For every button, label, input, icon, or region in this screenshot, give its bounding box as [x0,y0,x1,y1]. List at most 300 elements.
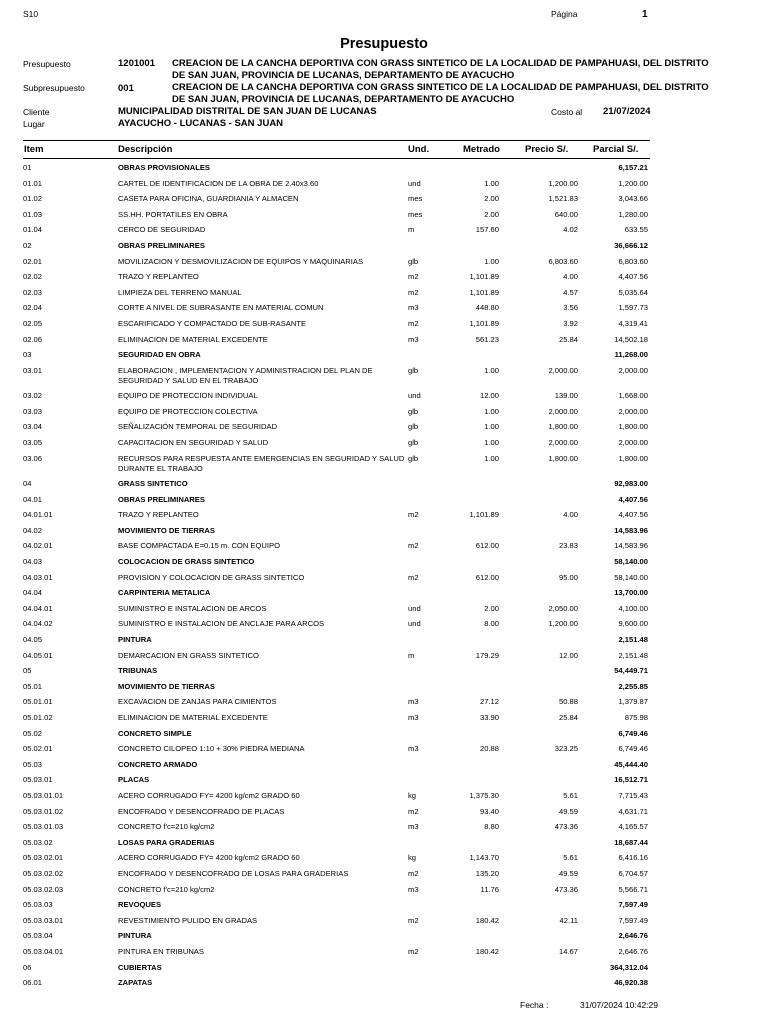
cell-met: 1,101.89 [469,272,499,282]
cell-und: m2 [408,806,419,816]
subpresupuesto-name-line2: DE SAN JUAN, PROVINCIA DE LUCANAS, DEPARTAMENTO DE AYACUCHO [172,94,515,105]
cell-met: 1.00 [484,406,499,416]
cell-item: 03 [23,350,32,360]
cell-desc: DEMARCACION EN GRASS SINTETICO [118,650,259,660]
cell-par: 2,151.48 [618,650,648,660]
cell-met: 157.60 [475,225,499,235]
cell-desc: TRAZO Y REPLANTEO [118,510,199,520]
cell-item: 05.03.02.03 [23,884,64,894]
cell-par: 6,749.46 [618,728,648,738]
cell-par: 633.55 [624,225,648,235]
cell-pre: 1,800.00 [548,422,578,432]
cell-item: 03.06 [23,453,43,463]
cell-desc: MOVIMIENTO DE TIERRAS [118,681,215,691]
cell-desc: ELABORACION , IMPLEMENTACION Y ADMINISTRACION DEL PLAN DE SEGURIDAD Y SALUD EN EL TRABAJO [118,365,373,385]
cell-item: 06 [23,962,32,972]
page-label: Página [551,9,578,19]
cell-desc: PINTURA [118,635,152,645]
group-row [0,350,768,366]
cell-desc: REVESTIMIENTO PULIDO EN GRADAS [118,915,258,925]
cell-und: kg [408,853,417,863]
table-row [0,807,768,823]
cell-met: 612.00 [475,572,499,582]
cell-pre: 49.59 [558,868,578,878]
cell-item: 05.03.03 [23,900,53,910]
cell-item: 04.01 [23,494,43,504]
group-row [0,963,768,979]
cell-par: 2,646.76 [618,946,648,956]
cell-desc: OBRAS PRELIMINARES [118,240,205,250]
table-row [0,438,768,454]
table-row [0,541,768,557]
cell-par: 4,165.57 [618,822,648,832]
cell-desc: CUBIERTAS [118,962,162,972]
cell-desc: CARPINTERIA METALICA [118,588,211,598]
report-code: S10 [23,9,39,19]
cell-desc: REVOQUES [118,900,162,910]
cell-desc: ESCARIFICADO Y COMPACTADO DE SUB-RASANTE [118,318,307,328]
cell-item: 05.03.01.01 [23,790,64,800]
cell-met: 135.20 [475,868,499,878]
cell-desc: EQUIPO DE PROTECCION INDIVIDUAL [118,391,258,401]
cell-pre: 640.00 [554,209,578,219]
cell-met: 1,101.89 [469,510,499,520]
cell-pre: 2,000.00 [548,438,578,447]
cell-par: 7,597.49 [618,900,648,910]
cell-pre: 3.56 [563,303,578,313]
cell-desc: CASETA PARA OFICINA, GUARDIANIA Y ALMACEN [118,194,299,204]
cell-und: glb [408,365,419,375]
cell-desc: ZAPATAS [118,978,153,988]
table-row [0,744,768,760]
cell-pre: 25.84 [558,334,578,344]
cell-met: 1.00 [484,438,499,447]
presupuesto-label: Presupuesto [23,59,71,69]
table-row [0,407,768,423]
cell-desc: TRIBUNAS [118,666,158,676]
table-row [0,335,768,351]
cell-met: 33.90 [479,713,499,722]
cell-item: 03.04 [23,422,43,432]
cell-item: 01.03 [23,209,43,219]
cell-und: glb [408,422,419,432]
cell-par: 4,319.41 [618,318,648,328]
cell-und: m2 [408,510,419,520]
group-row [0,760,768,776]
group-row [0,479,768,495]
cell-item: 05.03.02.02 [23,868,64,878]
cell-par: 36,666.12 [614,240,648,250]
col-und: Und. [408,144,430,155]
col-descripcion: Descripción [118,144,173,155]
cell-par: 6,803.60 [618,256,648,266]
cell-item: 02.01 [23,256,43,266]
cell-met: 1.00 [484,365,499,375]
cell-par: 1,200.00 [618,178,648,188]
cell-met: 1,101.89 [469,287,499,297]
cell-pre: 12.00 [558,650,578,660]
group-row [0,588,768,604]
cell-pre: 14.67 [558,946,578,956]
cell-pre: 473.36 [554,822,578,832]
cell-item: 04 [23,479,32,489]
cell-par: 875.98 [624,713,648,722]
cell-par: 14,583.96 [614,525,648,535]
cell-item: 04.03.01 [23,572,53,582]
cell-und: glb [408,406,419,416]
cell-par: 5,035.64 [618,287,648,297]
cell-item: 03.01 [23,365,43,375]
cell-item: 05 [23,666,32,676]
cell-desc: COLOCACION DE GRASS SINTETICO [118,557,255,567]
cell-item: 04.04.01 [23,603,53,613]
cell-met: 448.80 [475,303,499,313]
costo-label: Costo al [551,107,583,117]
cell-pre: 2,000.00 [548,365,578,375]
cell-und: m3 [408,713,419,722]
cell-met: 1.00 [484,422,499,432]
cell-item: 04.05 [23,635,43,645]
table-row [0,272,768,288]
cell-desc: LOSAS PARA GRADERIAS [118,837,215,847]
cell-und: und [408,178,421,188]
group-row [0,978,768,994]
cell-desc: TRAZO Y REPLANTEO [118,272,199,282]
cell-desc: ELIMINACION DE MATERIAL EXCEDENTE [118,713,268,722]
table-row [0,619,768,635]
cell-desc: ACERO CORRUGADO FY= 4200 kg/cm2 GRADO 60 [118,790,300,800]
cell-und: m2 [408,572,419,582]
table-row [0,210,768,226]
cell-par: 92,983.00 [614,479,648,489]
cell-met: 27.12 [479,697,499,707]
table-row [0,225,768,241]
cell-par: 54,449.71 [614,666,648,676]
table-row [0,697,768,713]
page-title: Presupuesto [340,36,428,52]
cell-met: 12.00 [479,391,499,401]
cell-und: mes [408,209,423,219]
cell-par: 5,566.71 [618,884,648,894]
cell-item: 04.02 [23,525,43,535]
cell-desc: CORTE A NIVEL DE SUBRASANTE EN MATERIAL COMUN [118,303,324,313]
cell-und: und [408,391,421,401]
cell-met: 179.29 [475,650,499,660]
cell-desc: CARTEL DE IDENTIFICACION DE LA OBRA DE 2.40x3.60 [118,178,319,188]
table-row [0,422,768,438]
cell-und: m2 [408,287,419,297]
cell-pre: 42.11 [559,915,578,925]
cell-item: 04.03 [23,557,43,567]
cell-item: 01.02 [23,194,43,204]
cell-par: 14,502.18 [614,334,648,344]
cell-pre: 5.61 [563,853,578,863]
cell-item: 05.03.02.01 [23,853,64,863]
cell-und: m [408,225,415,235]
cell-par: 2,255.85 [618,681,648,691]
table-row [0,179,768,195]
cell-par: 6,749.46 [618,744,648,754]
cell-desc: OBRAS PRELIMINARES [118,494,205,504]
cell-desc: PINTURA [118,931,152,941]
cell-item: 04.01.01 [23,510,53,520]
cell-met: 1.00 [484,256,499,266]
fecha-value: 31/07/2024 10:42:29 [580,1000,658,1010]
fecha-label: Fecha : [520,1000,549,1010]
cell-item: 04.04 [23,588,43,598]
cell-pre: 323.25 [554,744,578,754]
group-row [0,241,768,257]
cell-item: 05.03.04 [23,931,53,941]
cell-und: und [408,619,421,629]
cell-pre: 139.00 [554,391,578,401]
cell-par: 9,600.00 [618,619,648,629]
table-row [0,853,768,869]
cell-par: 2,151.48 [618,635,648,645]
table-row [0,713,768,729]
cell-desc: PINTURA EN TRIBUNAS [118,946,204,956]
cell-item: 01.04 [23,225,43,235]
cell-par: 46,920.38 [614,978,648,988]
cell-pre: 4.02 [563,225,578,235]
cell-met: 180.42 [475,915,499,925]
cell-und: m2 [408,868,419,878]
cell-par: 58,140.00 [614,557,648,567]
cell-desc: GRASS SINTETICO [118,479,188,489]
cell-und: glb [408,256,419,266]
cell-par: 1,800.00 [618,453,648,463]
cell-par: 1,800.00 [618,422,648,432]
cell-desc: MOVILIZACION Y DESMOVILIZACION DE EQUIPOS Y MAQUINARIAS [118,256,364,266]
cell-item: 02.05 [23,318,43,328]
cell-met: 2.00 [484,209,499,219]
cell-desc: BASE COMPACTADA E=0.15 m. CON EQUIPO [118,541,280,551]
cell-par: 4,407.56 [618,510,648,520]
cell-desc: CONCRETO f'c=210 kg/cm2 [118,822,215,832]
cell-item: 01.01 [23,178,43,188]
group-row [0,495,768,511]
cell-desc: EXCAVACION DE ZANJAS PARA CIMIENTOS [118,697,277,707]
subpresupuesto-label: Subpresupuesto [23,83,85,93]
cell-und: m3 [408,744,419,754]
presupuesto-name-line2: DE SAN JUAN, PROVINCIA DE LUCANAS, DEPARTAMENTO DE AYACUCHO [172,70,515,81]
cell-met: 8.00 [484,619,499,629]
cell-desc: OBRAS PROVISIONALES [118,163,210,172]
table-row [0,947,768,963]
cell-und: kg [408,790,417,800]
cell-item: 02 [23,240,32,250]
cell-item: 05.03.02 [23,837,53,847]
table-row [0,916,768,932]
cell-desc: RECURSOS PARA RESPUESTA ANTE EMERGENCIAS EN SEGURIDAD Y SALUD DURANTE EL TRABAJO [118,453,405,473]
cell-item: 04.04.02 [23,619,53,629]
cell-pre: 4.00 [563,510,578,520]
table-row [0,869,768,885]
cell-desc: CONCRETO SIMPLE [118,728,192,738]
cell-par: 4,407.56 [618,272,648,282]
group-row [0,838,768,854]
cell-desc: PROVISION Y COLOCACION DE GRASS SINTETICO [118,572,305,582]
cell-pre: 2,000.00 [548,406,578,416]
table-row [0,822,768,838]
table-row [0,885,768,901]
cell-desc: CERCO DE SEGURIDAD [118,225,206,235]
cell-desc: LIMPIEZA DEL TERRENO MANUAL [118,287,242,297]
cell-desc: SUMINISTRO E INSTALACION DE ARCOS [118,603,267,613]
cell-met: 8.80 [484,822,499,832]
cell-pre: 2,050.00 [548,603,578,613]
cell-par: 2,000.00 [618,438,648,447]
cell-pre: 25.84 [558,713,578,722]
cell-par: 1,668.00 [618,391,648,401]
cell-desc: MOVIMIENTO DE TIERRAS [118,525,215,535]
cell-item: 05.03.04.01 [23,946,64,956]
cell-item: 04.02.01 [23,541,53,551]
cell-desc: ENCOFRADO Y DESENCOFRADO DE LOSAS PARA GRADERIAS [118,868,349,878]
cell-pre: 6,803.60 [548,256,578,266]
group-row [0,526,768,542]
group-row [0,682,768,698]
cell-item: 02.02 [23,272,43,282]
cell-par: 18,687.44 [614,837,648,847]
cell-pre: 95.00 [558,572,578,582]
cell-item: 05.03.01.02 [23,806,64,816]
cell-item: 05.02 [23,728,43,738]
cell-par: 16,512.71 [614,775,648,785]
cliente-value: MUNICIPALIDAD DISTRITAL DE SAN JUAN DE LUCANAS [118,106,377,117]
cell-desc: EQUIPO DE PROTECCION COLECTIVA [118,406,258,416]
cell-und: m2 [408,272,419,282]
cell-pre: 3.92 [563,318,578,328]
cell-und: glb [408,438,419,447]
table-row [0,303,768,319]
col-precio: Precio S/. [525,144,569,155]
cell-par: 6,157.21 [618,163,648,172]
table-row [0,510,768,526]
cell-met: 2.00 [484,194,499,204]
cell-item: 02.04 [23,303,43,313]
cell-desc: CONCRETO CILOPEO 1:10 + 30% PIEDRA MEDIANA [118,744,305,754]
cell-item: 05.03.01 [23,775,53,785]
table-row [0,791,768,807]
cell-item: 02.03 [23,287,43,297]
cell-met: 1,375.30 [469,790,499,800]
table-row [0,194,768,210]
cell-pre: 1,200.00 [548,178,578,188]
group-row [0,557,768,573]
cell-desc: SS.HH. PORTATILES EN OBRA [118,209,228,219]
cell-par: 1,379.87 [618,697,648,707]
cell-desc: ELIMINACION DE MATERIAL EXCEDENTE [118,334,268,344]
cell-desc: CAPACITACION EN SEGURIDAD Y SALUD [118,438,269,447]
cell-met: 612.00 [475,541,499,551]
table-row [0,319,768,335]
cell-par: 2,646.76 [618,931,648,941]
cell-und: glb [408,453,419,463]
cell-und: m2 [408,946,419,956]
cell-par: 6,416.16 [618,853,648,863]
cell-pre: 49.59 [558,806,578,816]
table-row [0,573,768,589]
cell-item: 05.01.01 [23,697,53,707]
cell-pre: 4.57 [563,287,578,297]
table-row [0,366,768,392]
cell-par: 7,715.43 [618,790,648,800]
col-metrado: Metrado [463,144,500,155]
group-row [0,729,768,745]
cell-item: 04.05.01 [23,650,53,660]
lugar-value: AYACUCHO - LUCANAS - SAN JUAN [118,118,284,129]
cell-met: 1,143.70 [469,853,499,863]
table-row [0,288,768,304]
cell-desc: ACERO CORRUGADO FY= 4200 kg/cm2 GRADO 60 [118,853,300,863]
cell-par: 6,704.57 [618,868,648,878]
cell-par: 4,631.71 [618,806,648,816]
cell-par: 2,000.00 [618,406,648,416]
table-row [0,391,768,407]
group-row [0,635,768,651]
cell-und: m3 [408,884,419,894]
cell-item: 05.01 [23,681,43,691]
cell-item: 01 [23,163,32,172]
group-row [0,666,768,682]
cell-und: m3 [408,822,419,832]
cell-desc: SUMINISTRO E INSTALACION DE ANCLAJE PARA ARCOS [118,619,325,629]
table-header [23,140,650,159]
cell-und: m2 [408,915,419,925]
presupuesto-code: 1201001 [118,58,155,69]
cell-pre: 1,521.83 [548,194,578,204]
costo-date: 21/07/2024 [603,106,651,117]
cell-pre: 23.83 [558,541,578,551]
cell-met: 2.00 [484,603,499,613]
cell-met: 20.88 [479,744,499,754]
cell-met: 93.40 [479,806,499,816]
cell-par: 7,597.49 [618,915,648,925]
cell-par: 2,000.00 [618,365,648,375]
cell-item: 05.02.01 [23,744,53,754]
cell-desc: SEGURIDAD EN OBRA [118,350,201,360]
cell-item: 06.01 [23,978,43,988]
cell-item: 03.05 [23,438,43,447]
cell-par: 4,407.56 [618,494,648,504]
cell-met: 11.76 [480,884,499,894]
cell-pre: 473.36 [554,884,578,894]
table-row [0,651,768,667]
cell-item: 03.03 [23,406,43,416]
cell-met: 1,101.89 [469,318,499,328]
presupuesto-name-line1: CREACION DE LA CANCHA DEPORTIVA CON GRASS SINTETICO DE LA LOCALIDAD DE PAMPAHUASI, DEL DISTRITO [172,58,709,69]
budget-table [0,163,768,994]
cell-und: und [408,603,421,613]
cell-par: 4,100.00 [618,603,648,613]
cell-pre: 4.00 [563,272,578,282]
cell-met: 180.42 [475,946,499,956]
cell-desc: PLACAS [118,775,150,785]
cell-met: 561.23 [475,334,499,344]
cell-und: m [408,650,415,660]
cell-item: 02.06 [23,334,43,344]
col-item: Item [24,144,44,155]
cell-pre: 50.88 [558,697,578,707]
page-number: 1 [642,9,648,20]
lugar-label: Lugar [23,119,45,129]
cell-item: 05.03 [23,759,43,769]
table-row [0,604,768,620]
cell-met: 1.00 [484,453,499,463]
cell-par: 13,700.00 [614,588,648,598]
cell-und: m3 [408,303,419,313]
